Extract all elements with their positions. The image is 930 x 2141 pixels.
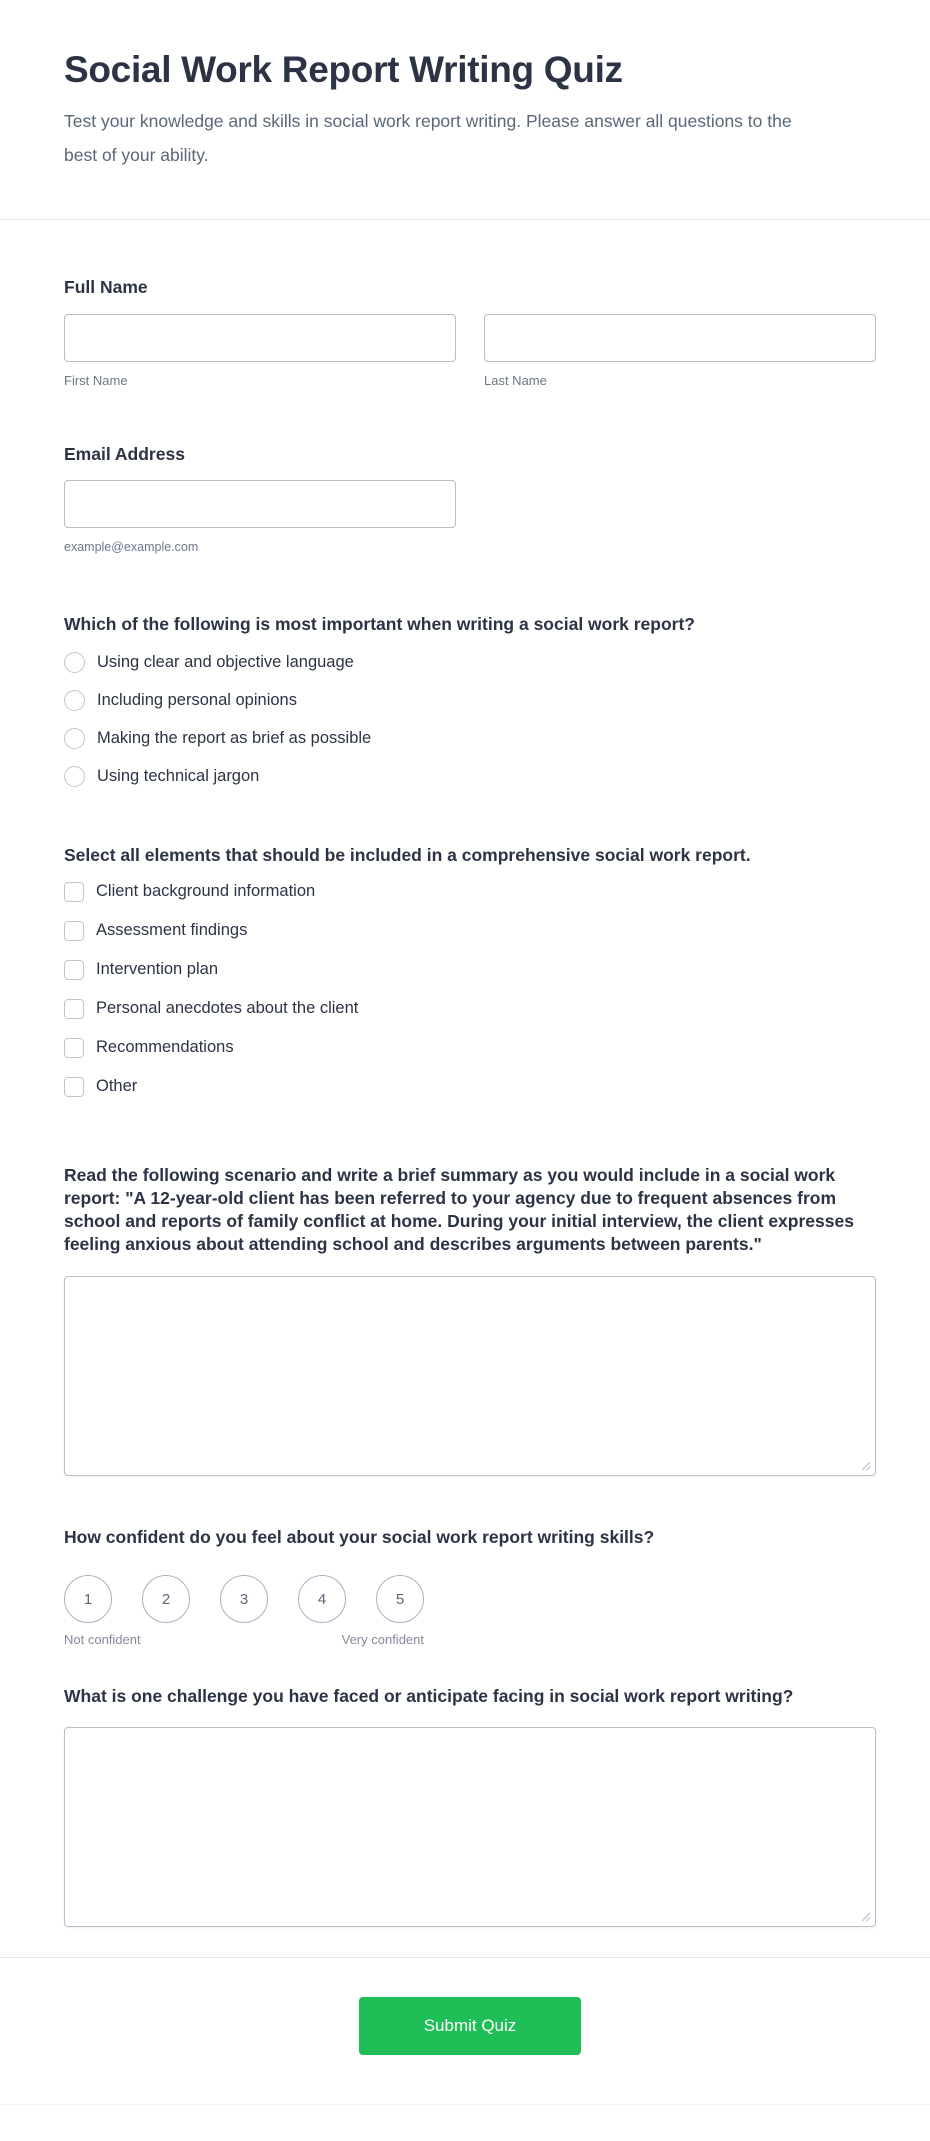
challenge-textarea[interactable] bbox=[64, 1727, 876, 1927]
elements-question-label: Select all elements that should be included in a comprehensive social work report. bbox=[64, 845, 751, 865]
checkbox-icon[interactable] bbox=[64, 960, 84, 980]
footer-divider bbox=[0, 1957, 930, 1958]
scale-option-5[interactable] bbox=[376, 1575, 424, 1623]
checkbox-option[interactable] bbox=[64, 998, 876, 1019]
form-title: Social Work Report Writing Quiz bbox=[64, 49, 623, 90]
elements-options bbox=[64, 881, 876, 1097]
scale-number: 5 bbox=[395, 1590, 405, 1608]
checkbox-icon[interactable] bbox=[64, 921, 84, 941]
scale-number: 1 bbox=[83, 1590, 93, 1608]
checkbox-option-label: Client background information bbox=[96, 882, 316, 900]
checkbox-option[interactable] bbox=[64, 920, 876, 941]
scale-number: 4 bbox=[317, 1590, 327, 1608]
radio-option-label: Using technical jargon bbox=[97, 767, 260, 785]
radio-option[interactable] bbox=[64, 652, 876, 673]
form-body bbox=[64, 220, 876, 1927]
radio-option[interactable] bbox=[64, 728, 876, 749]
radio-option[interactable] bbox=[64, 766, 876, 787]
scale-option-2[interactable] bbox=[142, 1575, 190, 1623]
scale-max-label: Very confident bbox=[341, 1632, 424, 1647]
scenario-question bbox=[64, 1164, 876, 1476]
email-sublabel: example@example.com bbox=[64, 540, 199, 554]
radio-button-icon[interactable] bbox=[64, 690, 85, 711]
submit-quiz-button[interactable]: Submit Quiz bbox=[359, 1997, 581, 2055]
scenario-textarea[interactable] bbox=[64, 1276, 876, 1476]
radio-button-icon[interactable] bbox=[64, 766, 85, 787]
scale-number: 2 bbox=[161, 1590, 171, 1608]
elements-question bbox=[64, 844, 876, 1097]
importance-question-label: Which of the following is most important when writing a social work report? bbox=[64, 614, 695, 634]
checkbox-option-label: Assessment findings bbox=[96, 921, 248, 939]
importance-options bbox=[64, 652, 876, 787]
first-name-input[interactable] bbox=[64, 314, 456, 362]
radio-button-icon[interactable] bbox=[64, 652, 85, 673]
scenario-question-label: Read the following scenario and write a brief summary as you would include in a social work report: "A 12-year-old client has been referred to your agency due to frequent absences from school and reports of family conflict at home. During your initial interview, the client expresses feeling anxious about attending school and describes arguments between parents." bbox=[64, 1165, 854, 1254]
checkbox-icon[interactable] bbox=[64, 999, 84, 1019]
checkbox-option-label: Intervention plan bbox=[96, 960, 219, 978]
confidence-question-label: How confident do you feel about your social work report writing skills? bbox=[64, 1527, 655, 1547]
radio-option-label: Using clear and objective language bbox=[97, 653, 354, 671]
scale-option-1[interactable] bbox=[64, 1575, 112, 1623]
resize-handle-icon[interactable] bbox=[859, 1458, 871, 1470]
challenge-question bbox=[64, 1685, 876, 1927]
radio-option-label: Making the report as brief as possible bbox=[97, 729, 372, 747]
radio-option-label: Including personal opinions bbox=[97, 691, 297, 709]
checkbox-icon[interactable] bbox=[64, 882, 84, 902]
checkbox-option[interactable] bbox=[64, 959, 876, 980]
radio-button-icon[interactable] bbox=[64, 728, 85, 749]
resize-handle-icon[interactable] bbox=[859, 1909, 871, 1921]
scale-min-label: Not confident bbox=[64, 1632, 141, 1647]
scale-option-3[interactable] bbox=[220, 1575, 268, 1623]
checkbox-icon[interactable] bbox=[64, 1038, 84, 1058]
email-field bbox=[64, 443, 876, 555]
last-name-sublabel: Last Name bbox=[484, 373, 547, 388]
scale-number: 3 bbox=[239, 1590, 249, 1608]
checkbox-option-label: Other bbox=[96, 1077, 138, 1095]
checkbox-icon[interactable] bbox=[64, 1077, 84, 1097]
full-name-label: Full Name bbox=[64, 277, 148, 297]
email-input[interactable] bbox=[64, 480, 456, 528]
checkbox-option[interactable] bbox=[64, 1076, 876, 1097]
checkbox-option[interactable] bbox=[64, 1037, 876, 1058]
importance-question bbox=[64, 613, 876, 787]
challenge-question-label: What is one challenge you have faced or anticipate facing in social work report writing? bbox=[64, 1686, 794, 1706]
form-subtitle: Test your knowledge and skills in social work report writing. Please answer all questions to the best of your ability. bbox=[64, 111, 792, 165]
confidence-scale bbox=[64, 1575, 424, 1623]
last-name-input[interactable] bbox=[484, 314, 876, 362]
email-label: Email Address bbox=[64, 444, 185, 464]
checkbox-option-label: Personal anecdotes about the client bbox=[96, 999, 359, 1017]
confidence-question bbox=[64, 1526, 876, 1647]
form-header bbox=[0, 0, 930, 172]
checkbox-option-label: Recommendations bbox=[96, 1038, 234, 1056]
first-name-sublabel: First Name bbox=[64, 373, 128, 388]
page-bottom-edge bbox=[0, 2104, 930, 2105]
checkbox-option[interactable] bbox=[64, 881, 876, 902]
full-name-field bbox=[64, 276, 876, 388]
scale-option-4[interactable] bbox=[298, 1575, 346, 1623]
radio-option[interactable] bbox=[64, 690, 876, 711]
